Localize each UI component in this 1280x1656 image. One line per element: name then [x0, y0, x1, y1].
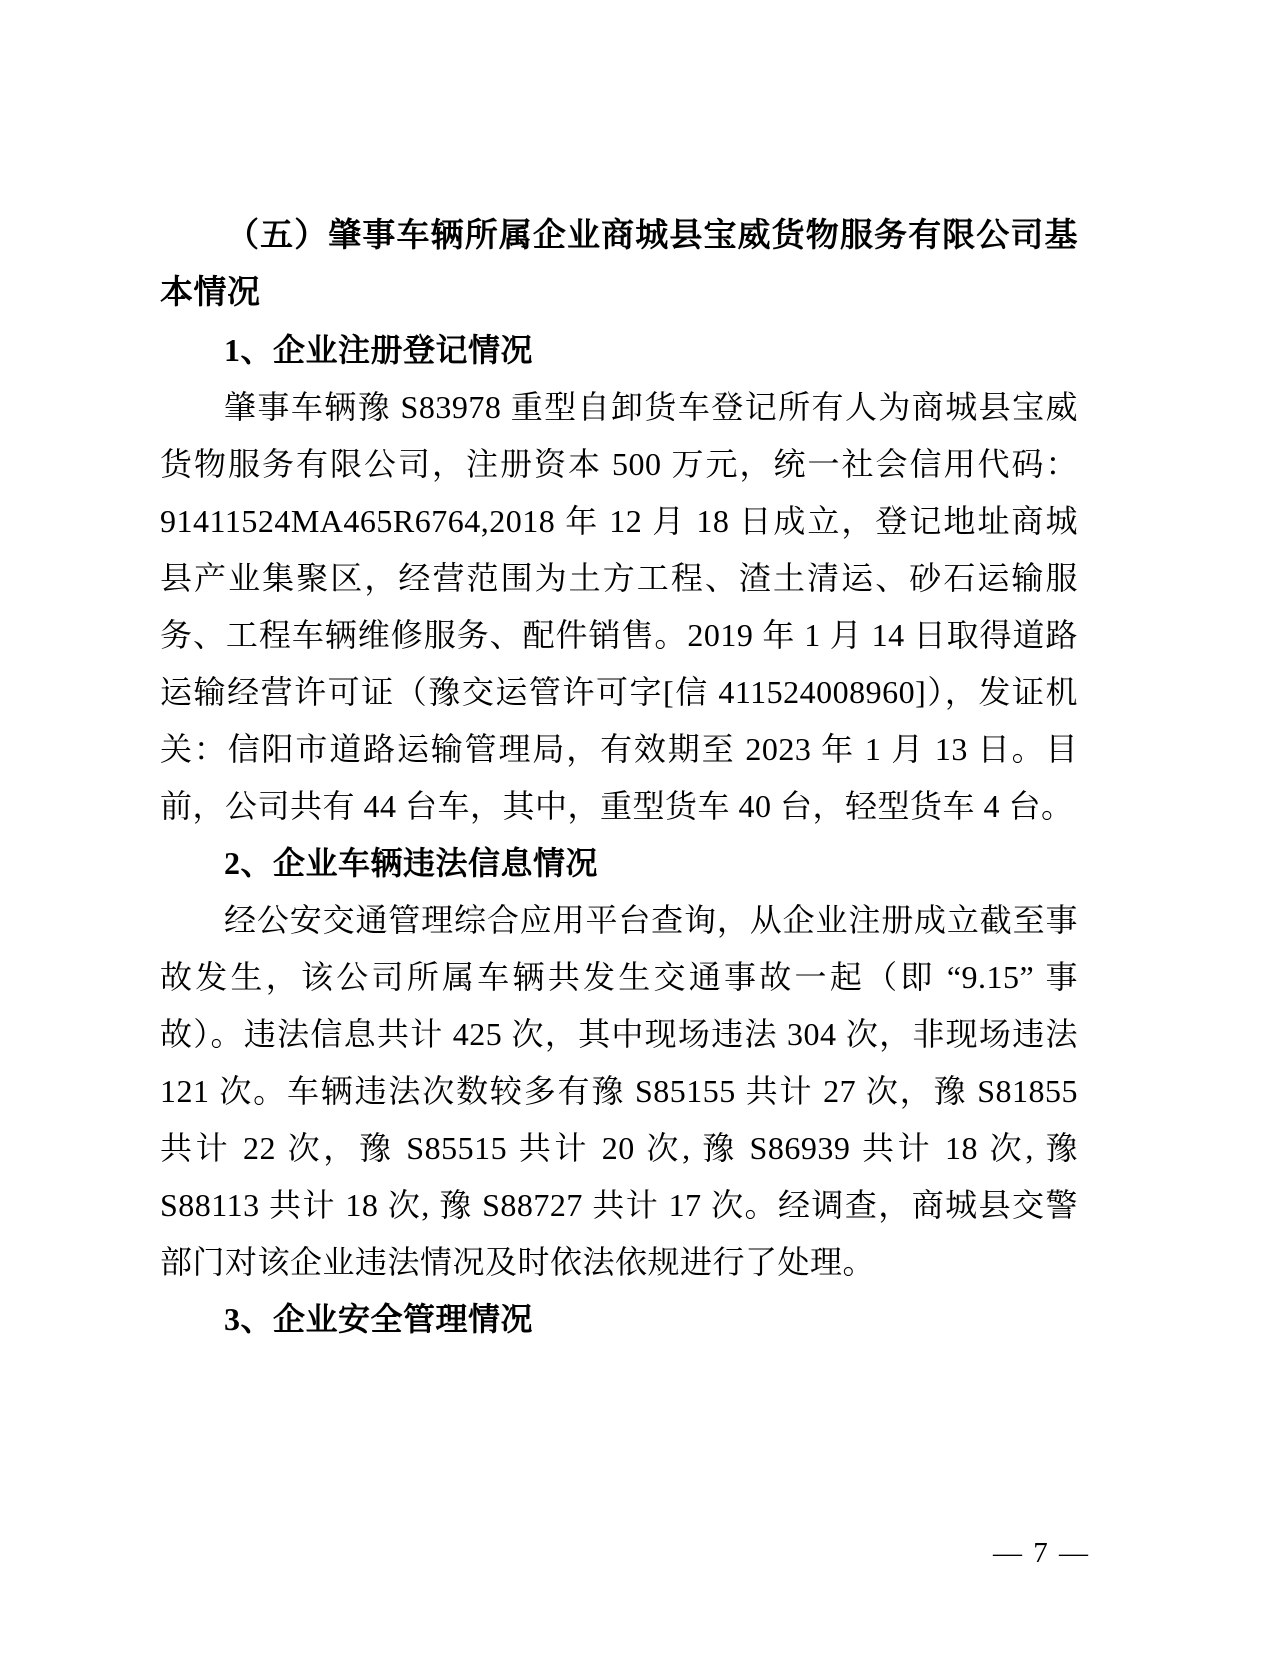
paragraph-violation-details: 经公安交通管理综合应用平台查询，从企业注册成立截至事故发生，该公司所属车辆共发生交通事故一起（即 “9.15” 事故）。违法信息共计 425 次，其中现场违法 304 次，非现场违法 121 次。车辆违法次数较多有豫 S85155 共计 27 次，豫 S81855 共计 22 次，豫 S85515 共计 20 次, 豫 S86939 共计 18 次, 豫 S88113 共计 18 次, 豫 S88727 共计 17 次。经调查，商城县交警部门对该企业违法情况及时依法依规进行了处理。 [160, 902, 1078, 1280]
subsection-title-safety-management: 3、企业安全管理情况 [224, 1301, 534, 1337]
subsection-title-registration: 1、企业注册登记情况 [224, 332, 534, 368]
document-body [160, 208, 1078, 1348]
paragraph-registration-details: 肇事车辆豫 S83978 重型自卸货车登记所有人为商城县宝威货物服务有限公司，注册资本 500 万元，统一社会信用代码：91411524MA465R6764,2018 年 12 月 18 日成立，登记地址商城县产业集聚区，经营范围为土方工程、渣土清运、砂石运输服务、工程车辆维修服务、配件销售。2019 年 1 月 14 日取得道路运输经营许可证（豫交运管许可字[信 411524008960]），发证机关：信阳市道路运输管理局，有效期至 2023 年 1 月 13 日。目前，公司共有 44 台车，其中，重型货车 40 台，轻型货车 4 台。 [160, 389, 1078, 824]
subsection-title-violations: 2、企业车辆违法信息情况 [224, 845, 599, 881]
section-heading-company-basic-info: （五）肇事车辆所属企业商城县宝威货物服务有限公司基本情况 [160, 218, 1078, 311]
page-number: — 7 — [993, 1537, 1090, 1569]
